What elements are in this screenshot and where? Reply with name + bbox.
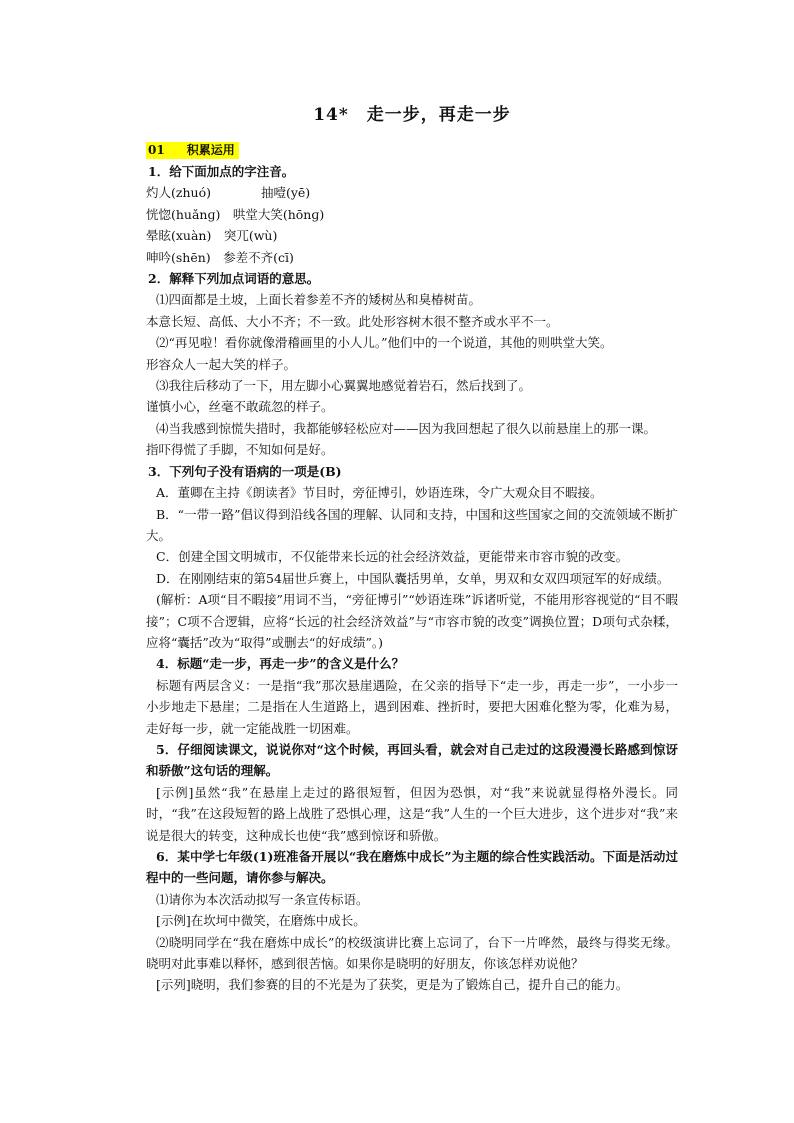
- document-page: [146, 100, 678, 996]
- answer-2-item-3: 谨慎小心，丝毫不敢疏忽的样子。: [146, 399, 334, 415]
- option-d: D．在刚刚结束的第54届世乒赛上，中国队囊括男单，女单，男双和女双四项冠军的好成绩。: [156, 570, 670, 586]
- question-2-stem: 2．解释下列加点词语的意思。: [148, 271, 320, 287]
- question-2-item-4: ⑷当我感到惊慌失措时，我都能够轻松应对——因为我回想起了很久以前悬崖上的那一课。: [156, 420, 657, 436]
- answer-6-item-2: [示列]晓明，我们参赛的目的不光是为了获奖，更是为了锻炼自己，提升自己的能力。: [156, 977, 629, 993]
- question-5-stem: 5．仔细阅读课文，说说你对“这个时候，再回头看，就会对自己走过的这段漫漫长路感到惊讶和骄傲”这句话的理解。: [146, 741, 678, 779]
- section-header: [146, 142, 239, 159]
- question-2-item-3: ⑶我往后移动了一下，用左脚小心翼翼地感觉着岩石，然后找到了。: [156, 378, 532, 394]
- pinyin-row: 呻吟(shēn) 参差不齐(cī): [146, 249, 294, 265]
- section-label: 积累运用: [186, 143, 235, 157]
- page-title: 14* 走一步，再走一步: [313, 105, 511, 125]
- answer-4: 标题有两层含义：一是指“我”那次悬崖遇险，在父亲的指导下“走一步，再走一步”，一小步一小步地走下悬崖；二是指在人生道路上，遇到困难、挫折时，要把大困难化整为零，化难为易，走好每一步，就一定能战胜一切困难。: [146, 677, 678, 736]
- answer-5: [示例]虽然“我”在悬崖上走过的路很短暂，但因为恐惧，对“我”来说就显得格外漫长。同时，“我”在这段短暂的路上战胜了恐惧心理，这是“我”人生的一个巨大进步，这个进步对“我”来说是很大的转变，这种成长也使“我”感到惊讶和骄傲。: [146, 784, 678, 843]
- question-4-stem: 4．标题“走一步，再走一步”的含义是什么？: [156, 656, 405, 672]
- section-number: 01: [148, 143, 165, 157]
- question-1-stem: 1．给下面加点的字注音。: [148, 164, 295, 179]
- question-6-item-1: ⑴请你为本次活动拟写一条宣传标语。: [156, 891, 369, 907]
- pinyin-row: 晕眩(xuàn) 突兀(wù): [146, 228, 278, 244]
- pinyin-row: 恍惚(huǎnɡ) 哄堂大笑(hōnɡ): [146, 206, 325, 222]
- question-3-stem: 3．下列句子没有语病的一项是(B): [148, 463, 342, 479]
- option-b: B．“一带一路”倡议得到沿线各国的理解、认同和支持，中国和这些国家之间的交流领域不断扩大。: [146, 506, 678, 543]
- answer-2-item-2: 形容众人一起大笑的样子。: [146, 356, 297, 372]
- question-2-item-2: ⑵“再见啦！看你就像滑稽画里的小人儿。”他们中的一个说道，其他的则哄堂大笑。: [156, 335, 613, 351]
- answer-6-item-1: [示例]在坎坷中微笑，在磨炼中成长。: [156, 913, 366, 929]
- pinyin-row: 灼人(zhuó) 抽噎(yē): [146, 185, 311, 201]
- question-6-stem: 6．某中学七年级(1)班准备开展以“我在磨炼中成长”为主题的综合性实践活动。下面是活动过程中的一些问题，请你参与解决。: [146, 849, 678, 886]
- option-c: C．创建全国文明城市，不仅能带来长远的社会经济效益，更能带来市容市貌的改变。: [156, 549, 629, 565]
- question-6-item-2: ⑵晓明同学在“我在磨炼中成长”的校级演讲比赛上忘词了，台下一片哗然，最终与得奖无缘。晓明对此事难以释怀，感到很苦恼。如果你是晓明的好朋友，你该怎样劝说他？: [146, 934, 678, 972]
- question-3-analysis: (解析：A项“目不暇接”用词不当，“旁征博引”“妙语连珠”诉诸听觉，不能用形容视觉的“目不暇接”；C项不合逻辑，应将“长远的社会经济效益”与“市容市貌的改变”调换位置；D项句式杂糅，应将“囊括”改为“取得”或删去“的好成绩”。): [146, 592, 678, 650]
- option-a: A．董卿在主持《朗读者》节目时，旁征博引，妙语连珠，令广大观众目不暇接。: [156, 485, 603, 501]
- answer-2-item-1: 本意长短、高低、大小不齐；不一致。此处形容树木很不整齐或水平不一。: [146, 313, 559, 329]
- answer-2-item-4: 指吓得慌了手脚，不知如何是好。: [146, 442, 334, 458]
- question-2-item-1: ⑴四面都是土坡，上面长着参差不齐的矮树丛和臭椿树苗。: [156, 292, 482, 308]
